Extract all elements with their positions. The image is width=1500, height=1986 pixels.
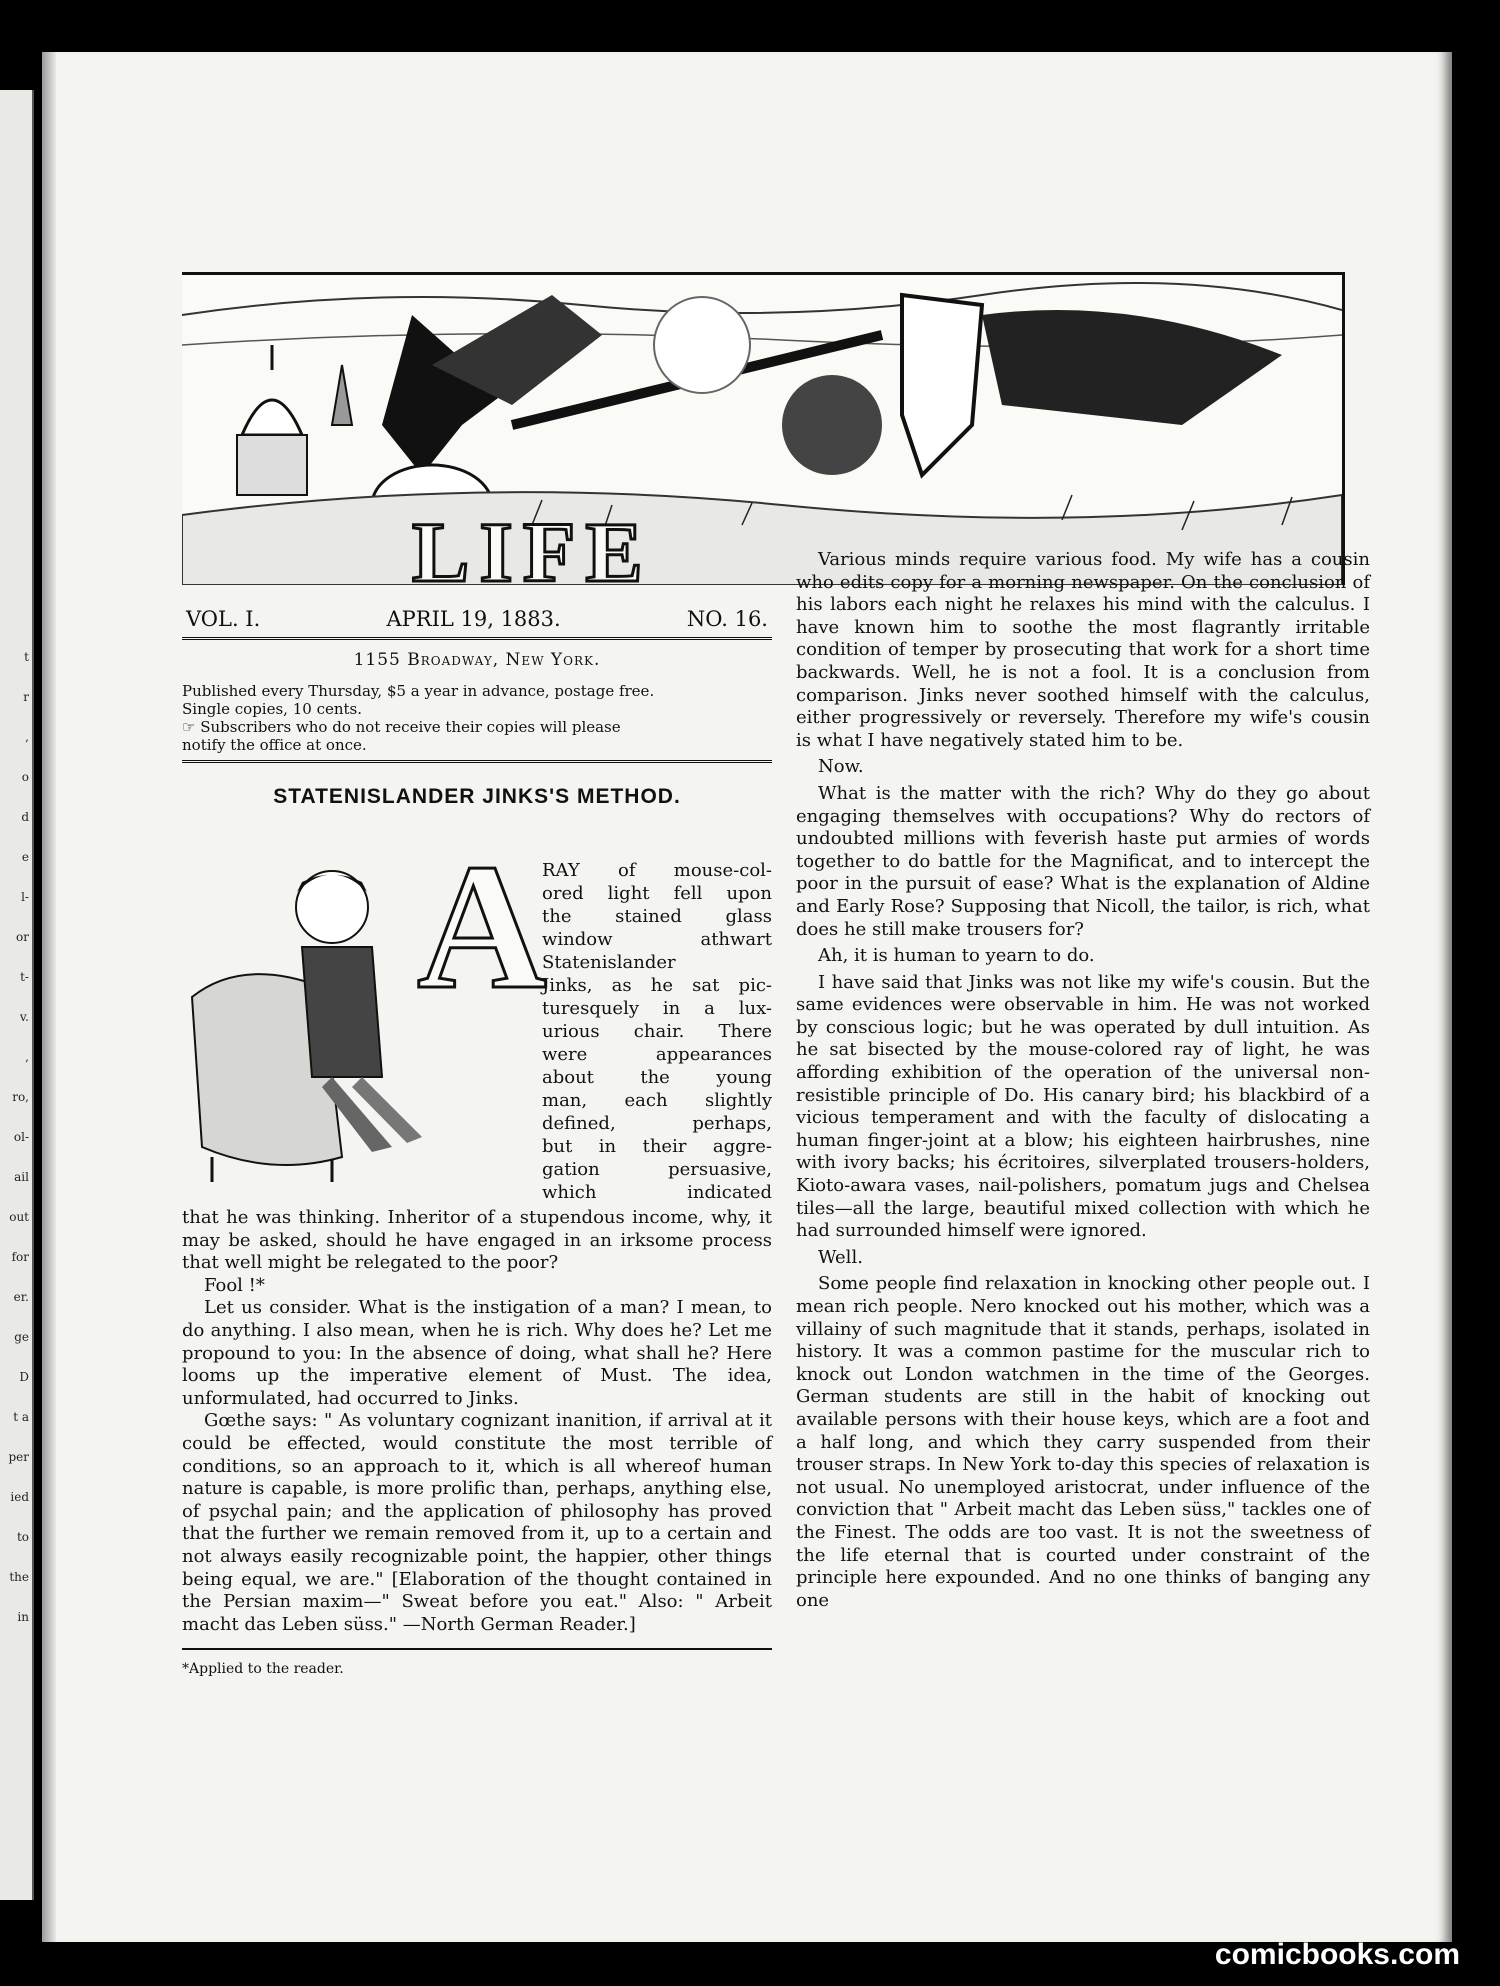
drop-cap: A [417,827,547,1026]
sliver-char: the [9,1570,29,1584]
article-title: STATENISLANDER JINKS'S METHOD. [273,785,681,808]
issue-number: NO. 16. [686,607,768,631]
intro-line: RAY of mouse-col- [542,860,772,881]
sliver-char: for [11,1250,29,1264]
pub-line: notify the office at once. [182,736,367,754]
sliver-char: out [9,1210,29,1224]
intro-line: were appearances [542,1044,772,1065]
paragraph: Ah, it is human to yearn to do. [818,945,1095,967]
office-address: 1155 Broadway, New York. [353,650,601,670]
footnote: *Applied to the reader. [182,1661,344,1678]
sliver-char: per [8,1450,29,1464]
intro-line: ored light fell upon [542,883,772,904]
sliver-char: o [21,770,29,784]
life-logo: LIFE [412,504,653,600]
publication-info [182,682,772,763]
intro-line: man, each slightly [542,1090,772,1111]
sliver-char: t- [20,970,29,984]
pub-line: Published every Thursday, $5 a year in advance, postage free. [182,682,655,700]
banner-engraving [182,275,1342,585]
sliver-char: ied [10,1490,29,1504]
footnote-rule [182,1648,772,1650]
sliver-char: or [16,930,29,944]
paragraph: Now. [818,756,864,778]
adjacent-page-edge [0,90,34,1900]
paragraph: Gœthe says: " As voluntary cognizant inanition, if arrival at it could be effected, would constitute the most terrible of conditions, so an approach to it, which is all whereof human nature is capable, is more prolific than, perhaps, anything else, of psychal pain; and the application of philosophy has proved that the further we remain removed from it, up to a certain and not always easily recognizable point, the happier, other things being equal, we are." [Elaboration of the thought contained in the Persian maxim—" Sweat before you eat." Also: " Arbeit macht das Leben süss." —North German Reader.] [182,1410,772,1635]
intro-line: window athwart [542,929,772,950]
intro-line: the stained glass [542,906,772,927]
sliver-char: r [23,690,29,704]
paragraph: Various minds require various food. My wife has a cousin who edits copy for a morning newspaper. On the conclusion of his labors each night he relaxes his mind with the calculus. I have known him to soothe the most flagrantly irritable condition of temper by prosecuting that work for a short time backwards. Well, he is not a fool. It is a conclusion from comparison. Jinks never soothed himself with the calculus, either progressively or reversely. Therefore my wife's cousin is what I have negatively stated him to be. [796,549,1370,751]
paragraph: I have said that Jinks was not like my wife's cousin. But the same evidences were observable in him. He was not worked by conscious logic; but he was operated by dull intuition. As he sat bisected by the mouse-colored ray of light, he was affording exhibition of the operation of the universal non-resistible principle of Do. His canary bird; his blackbird of a vicious temperament and with the faculty of dislocating a human finger-joint at a blow; his eighteen hairbrushes, nine with ivory backs; his écritoires, silverplated trousers-holders, Kioto-awara vases, nail-polishers, pomatum jugs and Chelsea tiles—all the large, beautiful mixed collection with which he had surrounded himself were ignored. [796,971,1370,1242]
intro-line: defined, perhaps, [542,1113,772,1134]
paragraph: What is the matter with the rich? Why do they go about engaging themselves with occupations? Why do rectors of undoubted millions with feverish haste put armies of words together to do battle for the Magnificat, and to intercept the poor in the pursuit of ease? What is the explanation of Aldine and Early Rose? Supposing that Nicoll, the tailor, is rich, what does he still make trousers for? [796,782,1370,940]
intro-line: gation persuasive, [542,1159,772,1180]
intro-line: which indicated [542,1182,772,1203]
paragraph: Fool !* [204,1274,265,1296]
left-column [182,607,772,1678]
sliver-char: d [21,810,29,824]
magazine-page [42,52,1452,1942]
volume-label: VOL. I. [186,607,261,631]
sliver-char: e [21,850,29,864]
pub-line: ☞ Subscribers who do not receive their copies will please [182,718,621,736]
sliver-char: , [25,1050,29,1064]
sliver-char: t a [13,1410,29,1424]
intro-line: but in their aggre- [542,1136,772,1157]
pub-line: Single copies, 10 cents. [182,700,363,718]
sliver-char: v. [19,1010,29,1024]
sliver-char: , [25,730,29,744]
intro-line: turesquely in a lux- [542,998,772,1019]
sliver-char: er. [13,1290,29,1304]
sliver-char: to [16,1530,29,1544]
paragraph: Well. [818,1246,863,1268]
intro-line: Statenislander [542,952,676,973]
right-column [796,549,1370,1614]
sliver-char: ail [14,1170,29,1184]
sliver-char: l- [21,890,29,904]
sliver-char: in [17,1610,29,1624]
page-spine-shadow [42,52,56,1942]
issue-line [182,607,772,640]
sliver-char: ge [14,1330,29,1344]
issue-date: APRIL 19, 1883. [386,607,561,631]
sliver-char: ol- [13,1130,29,1144]
article-body-left [182,1207,772,1681]
intro-line: Jinks, as he sat pic- [542,975,772,996]
article-intro [542,859,772,1204]
paragraph: Let us consider. What is the instigation of a man? I mean, to do anything. I also mean, when he is rich. Why does he? Let me propound to you: In the absence of doing, what shall he? Here looms up the imperative element of Must. The idea, unformulated, had occurred to Jinks. [182,1297,772,1409]
masthead-illustration [182,272,1345,585]
sliver-char: D [19,1370,29,1384]
paragraph: that he was thinking. Inheritor of a stupendous income, why, it may be asked, should he have engaged in an irksome process that well might be relegated to the poor? [182,1207,772,1274]
paragraph: Some people find relaxation in knocking other people out. I mean rich people. Nero knocked out his mother, which was a villainy of such magnitude that it stands, perhaps, isolated in history. It was a common pastime for the muscular rich to knock out London watchmen in the time of the Georges. German students are still in the habit of knocking out available persons with their house keys, which are a foot and a half long, and which they carry suspended from their trouser straps. In New York to-day this species of relaxation is not usual. No unemployed aristocrat, under influence of the conviction that " Arbeit macht das Leben süss," tackles one of the Finest. The odds are too vast. It is not the sweetness of the life eternal that is courted under constraint of the principle here expounded. And no one thinks of banging any one [796,1273,1370,1611]
watermark: comicbooks.com [1214,1938,1460,1971]
intro-line: about the young [542,1067,772,1088]
sliver-char: ro, [12,1090,29,1104]
sliver-char: t [24,650,29,664]
intro-line: urious chair. There [542,1021,772,1042]
